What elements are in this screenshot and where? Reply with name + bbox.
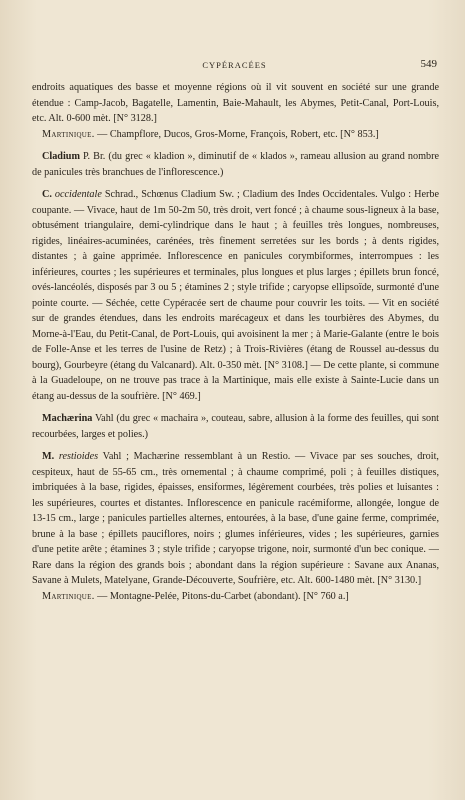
paragraph-text: endroits aquatiques des basse et moyenne régions où il vit souvent en société sur une grande étendue : Camp-Jacob, Bagatelle, Lamentin, Baie-Mahault, les Abymes, Petit-Canal, Port-Louis, etc. Alt. 0-600 mèt. [N° 3128.]	[32, 82, 439, 124]
paragraph-species-cladium-occidentale	[32, 187, 439, 404]
running-head-title: CYPÉRACÉES	[202, 60, 267, 70]
paragraph-locality-martinique	[32, 127, 439, 143]
body-text	[32, 80, 439, 604]
species-epithet: restioides	[54, 451, 99, 462]
paragraph-text: — Champflore, Ducos, Gros-Morne, François, Robert, etc. [N° 853.]	[94, 128, 379, 140]
paragraph-text: — Montagne-Pelée, Pitons-du-Carbet (abondant). [N° 760 a.]	[94, 590, 349, 602]
paragraph-genus-cladium	[32, 149, 439, 180]
spacer	[32, 142, 439, 149]
paragraph-genus-machaerina	[32, 411, 439, 442]
paragraph-text: Vahl ; Machærine ressemblant à un Restio. — Vivace par ses souches, droit, cespiteux, haut de 55-65 cm., très ornemental ; à chaume comprimé, poli ; à feuilles distiques, imbriquées à la base, rigides, épaisses, ensiformes, légèrement courbées, très polies et luisantes : les supérieures, courtes et distantes. Inflorescence en panicule racémiforme, allongée, longue de 13-15 cm., large ; panicules partielles alternes, entourées, à la base, d'une gaine ferme, comprimée, brune à la base ; épillets pauciflores, noirs ; glumes inférieures, vides ; les supérieures, garnies d'une petite arête ; étamines 3 ; style trifide ; caryopse trigone, noir, surmonté d'un bec conique. — Rare dans la région des grands bois ; abondant dans la région supérieure : Savane aux Ananas, Savane à Mulets, Matelyane, Grande-Découverte, Soufrière, etc. Alt. 600-1480 mèt. [N° 3130.]	[32, 451, 439, 586]
paragraph-species-machaerina-restioides	[32, 449, 439, 589]
paragraph-text: P. Br. (du grec « kladion », diminutif de « klados », rameau allusion au grand nombre de panicules très branchues de l'inflorescence.)	[32, 151, 439, 178]
spacer	[32, 442, 439, 449]
running-head	[32, 60, 437, 76]
paragraph-text: Schrad., Schœnus Cladium Sw. ; Cladium des Indes Occidentales. Vulgo : Herbe coupante. — Vivace, haut de 1m 50-2m 50, très droit, vert foncé ; à chaume sous-ligneux à la base, obtusément triangulaire, demi-cylindrique dans le haut ; à feuilles très longues, nombreuses, rigides, linéaires-acuminées, carénées, très finement serretées sur les bords ; à dents rigides, distantes ; à gaine apprimée. Inflorescence en panicules corymbiformes, interrompues : les inférieures, courtes ; les supérieures et terminales, plus longues et plus larges ; épillets brun foncé, ovés-lancéolés, disposés par 3 ou 5 ; étamines 2 ; style trifide ; caryopse ellipsoïde, surmonté d'une pointe courte. — Séchée, cette Cypéracée sert de chaume pour couvrir les toits. — Vit en société sur de grandes étendues, dans les endroits marécageux et dans les tourbières des Abymes, du Morne-à-l'Eau, du Petit-Canal, de Port-Louis, qui avoisinent la mer ; à Marie-Galante (entre le bois de Folle-Anse et les terres de l'usine de Retz) ; à Trois-Rivières (étang de Roussel au-dessus du bourg), Gourbeyre (étang du Valcanard). Alt. 0-350 mèt. [N° 3108.] — De cette plante, si commune à la Guadeloupe, on ne trouve pas trace à la Martinique, mais elle existe à Sainte-Lucie dans un étang au-dessus de la soufrière. [N° 469.]	[32, 189, 440, 402]
page-number: 549	[420, 58, 437, 70]
species-abbrev: C.	[42, 189, 52, 200]
genus-name: Machærina	[42, 413, 93, 424]
locality-label: Martinique.	[42, 128, 95, 140]
paragraph-locality-martinique	[32, 589, 439, 605]
paragraph-continuation	[32, 80, 439, 127]
locality-label: Martinique.	[42, 590, 95, 602]
species-epithet: occidentale	[51, 189, 102, 200]
spacer	[32, 404, 439, 411]
species-abbrev: M.	[42, 451, 55, 462]
paragraph-text: Vahl (du grec « machaira », couteau, sabre, allusion à la forme des feuilles, qui sont recourbées, larges et polies.)	[32, 413, 439, 440]
genus-name: Cladium	[42, 151, 80, 162]
spacer	[32, 180, 439, 187]
